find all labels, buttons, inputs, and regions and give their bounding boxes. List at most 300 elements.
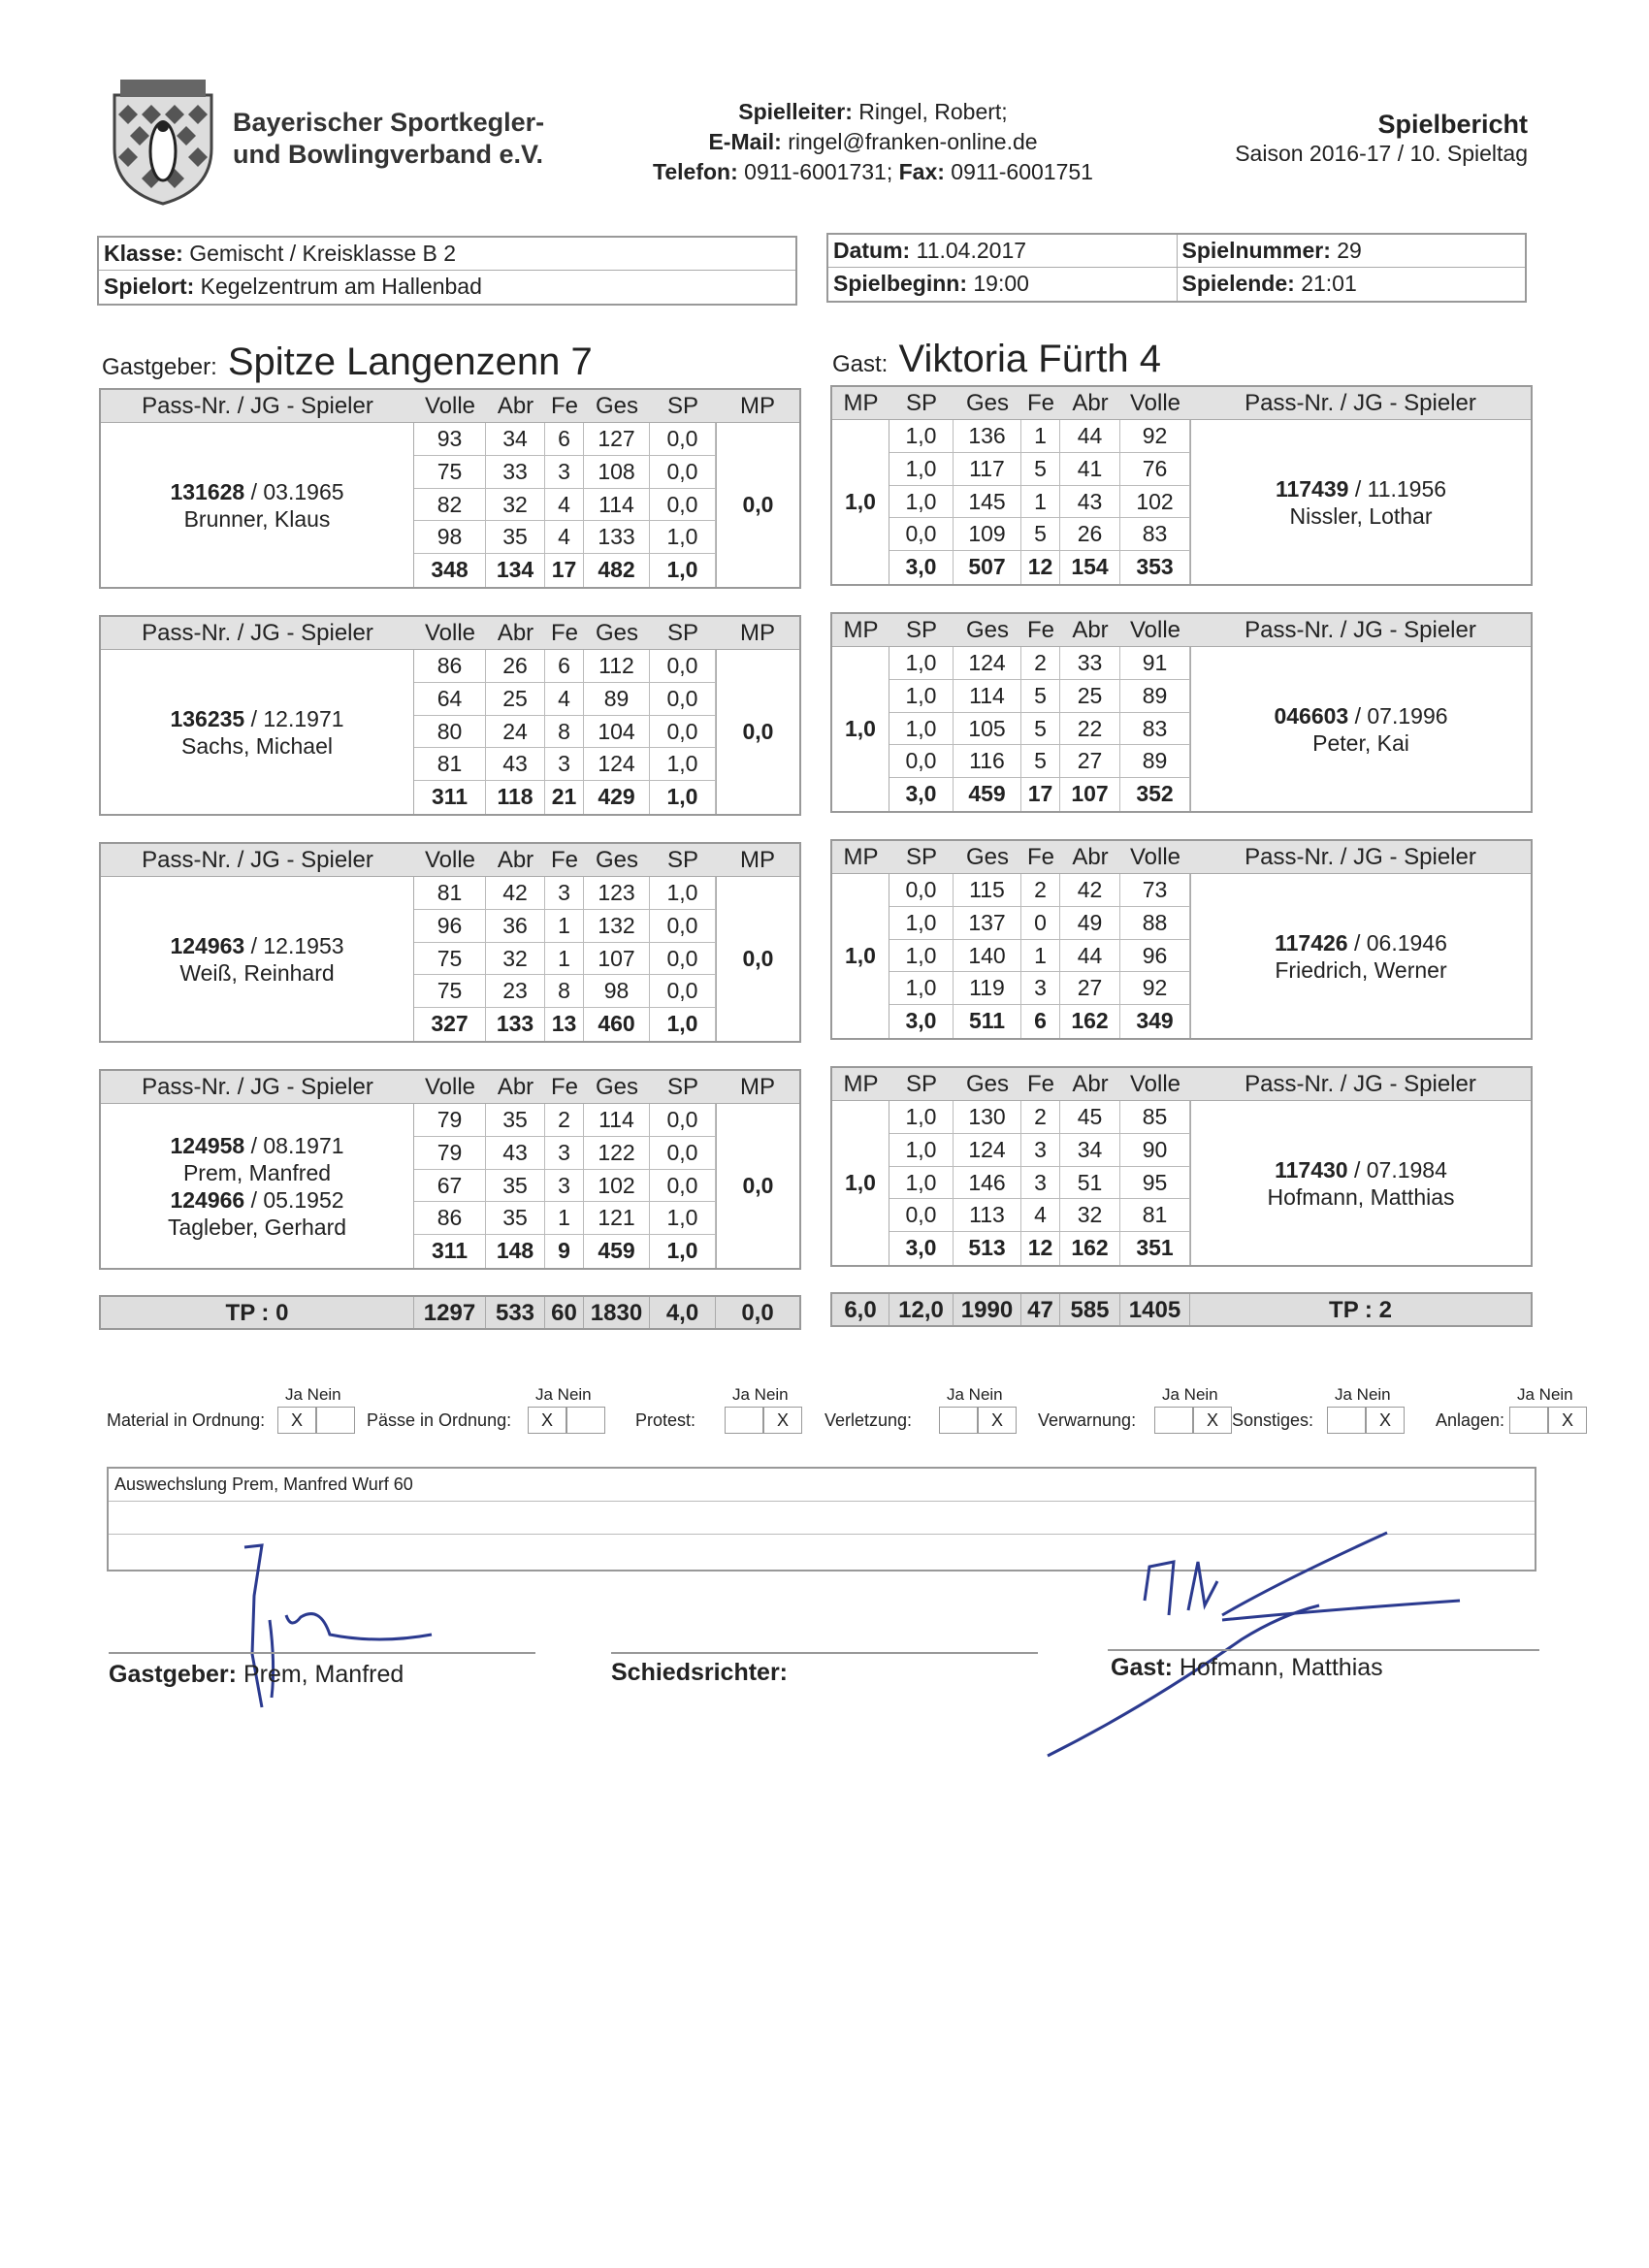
score-cell: 0,0 xyxy=(650,1137,716,1169)
home-tp: TP : 0 xyxy=(101,1297,414,1328)
guest-lane-row xyxy=(889,680,1190,713)
game-director-info xyxy=(601,97,1145,187)
home-block-sum-row xyxy=(414,781,716,814)
score-cell: 0,0 xyxy=(650,1104,716,1136)
col-mp: MP xyxy=(843,390,879,416)
score-cell: 44 xyxy=(1060,940,1120,972)
pass-number: 131628 xyxy=(170,478,245,504)
score-cell: 34 xyxy=(1060,1134,1120,1166)
check-ja-box[interactable]: X xyxy=(528,1407,566,1434)
score-cell: 105 xyxy=(954,713,1021,745)
score-cell: 22 xyxy=(1060,713,1120,745)
score-cell: 513 xyxy=(954,1232,1021,1265)
check-boxes xyxy=(1154,1407,1232,1434)
score-cell: 154 xyxy=(1060,551,1120,584)
score-cell: 3 xyxy=(1021,972,1060,1004)
check-label: Verwarnung: xyxy=(1038,1410,1137,1430)
guest-team-name: Viktoria Fürth 4 xyxy=(898,338,1161,380)
federation-name-line2: und Bowlingverband e.V. xyxy=(233,140,544,169)
score-cell: 64 xyxy=(414,683,486,715)
col-mp: MP xyxy=(843,844,879,870)
col-player: Pass-Nr. / JG - Spieler xyxy=(142,393,373,419)
check-boxes xyxy=(1509,1407,1587,1434)
score-cell: 43 xyxy=(486,748,545,780)
col-player: Pass-Nr. / JG - Spieler xyxy=(1245,617,1476,643)
birth-date: / 05.1952 xyxy=(250,1186,344,1213)
col-mp: MP xyxy=(740,847,775,873)
score-cell: 3 xyxy=(1021,1167,1060,1199)
score-cell: 82 xyxy=(414,489,486,521)
federation-name-line1: Bayerischer Sportkegler- xyxy=(233,108,545,137)
guest-lane-row xyxy=(889,1167,1190,1200)
guest-signature-line xyxy=(1108,1649,1539,1651)
check-label: Sonstiges: xyxy=(1232,1410,1314,1430)
pass-number: 136235 xyxy=(170,705,245,731)
home-totals-row xyxy=(99,1295,801,1330)
guest-player-cell xyxy=(1190,874,1531,1038)
pass-number: 117439 xyxy=(1275,475,1349,502)
player-name: Brunner, Klaus xyxy=(183,505,331,532)
score-cell: 511 xyxy=(954,1005,1021,1038)
score-cell: 81 xyxy=(414,877,486,909)
score-cell: 3 xyxy=(545,748,584,780)
birth-date: / 12.1953 xyxy=(250,932,344,958)
score-cell: 17 xyxy=(1021,778,1060,811)
home-lane-row xyxy=(414,975,716,1008)
score-cell: 0,0 xyxy=(650,716,716,748)
check-nein-box[interactable] xyxy=(316,1407,355,1434)
check-ja-box[interactable] xyxy=(939,1407,978,1434)
score-cell: 92 xyxy=(1120,972,1190,1004)
score-cell: 107 xyxy=(1060,778,1120,811)
col-mp: MP xyxy=(740,620,775,646)
score-cell: 311 xyxy=(414,781,486,814)
score-cell: 4 xyxy=(545,521,584,553)
home-lane-row xyxy=(414,456,716,489)
score-cell: 1 xyxy=(545,943,584,975)
guest-block-sum-row xyxy=(889,1005,1190,1038)
score-cell: 1,0 xyxy=(650,1202,716,1234)
checklist-row xyxy=(107,1385,1573,1453)
guest-team-title xyxy=(832,337,1161,387)
score-cell: 26 xyxy=(486,650,545,682)
col-sp: SP xyxy=(666,620,698,646)
guest-total-abr: 585 xyxy=(1060,1294,1120,1325)
guest-sign-role: Gast: xyxy=(1111,1654,1173,1681)
home-block-sum-row xyxy=(414,1235,716,1268)
score-cell: 4 xyxy=(545,489,584,521)
home-player-block xyxy=(99,842,801,1043)
home-player-cell xyxy=(101,650,414,814)
score-cell: 115 xyxy=(954,874,1021,906)
check-label: Pässe in Ordnung: xyxy=(367,1410,512,1430)
col-fe: Fe xyxy=(1026,844,1054,870)
check-nein-box[interactable]: X xyxy=(1366,1407,1405,1434)
referee-signature-line xyxy=(611,1652,1038,1654)
check-label: Anlagen: xyxy=(1436,1410,1505,1430)
col-mp: MP xyxy=(843,617,879,643)
score-cell: 86 xyxy=(414,650,486,682)
guest-block-body xyxy=(832,1101,1531,1265)
check-ja-box[interactable] xyxy=(1327,1407,1366,1434)
score-cell: 1 xyxy=(1021,940,1060,972)
col-fe: Fe xyxy=(550,393,578,419)
guest-block-header xyxy=(832,841,1531,874)
score-cell: 1,0 xyxy=(889,1167,954,1199)
score-cell: 1,0 xyxy=(650,554,716,587)
score-cell: 117 xyxy=(954,453,1021,485)
check-ja-box[interactable] xyxy=(725,1407,763,1434)
score-cell: 4 xyxy=(545,683,584,715)
score-cell: 86 xyxy=(414,1202,486,1234)
leiter-value: Ringel, Robert; xyxy=(858,99,1008,124)
score-cell: 1,0 xyxy=(650,1235,716,1268)
score-cell: 1,0 xyxy=(889,1101,954,1133)
home-sign-role: Gastgeber: xyxy=(109,1661,237,1688)
col-volle: Volle xyxy=(1129,844,1181,870)
check-boxes xyxy=(1327,1407,1405,1434)
score-cell: 507 xyxy=(954,551,1021,584)
check-nein-box[interactable]: X xyxy=(763,1407,802,1434)
score-cell: 3 xyxy=(545,877,584,909)
col-ges: Ges xyxy=(965,1071,1009,1097)
score-cell: 5 xyxy=(1021,453,1060,485)
col-volle: Volle xyxy=(424,620,476,646)
home-scores xyxy=(414,1104,716,1268)
score-cell: 130 xyxy=(954,1101,1021,1133)
check-nein-box[interactable]: X xyxy=(1548,1407,1587,1434)
score-cell: 41 xyxy=(1060,453,1120,485)
home-total-volle: 1297 xyxy=(414,1297,486,1328)
score-cell: 3 xyxy=(545,456,584,488)
guest-lane-row xyxy=(889,486,1190,519)
col-fe: Fe xyxy=(550,1074,578,1100)
referee-signature-label xyxy=(611,1659,788,1687)
score-cell: 83 xyxy=(1120,713,1190,745)
guest-signature-label xyxy=(1111,1654,1383,1682)
guest-lane-row xyxy=(889,972,1190,1005)
score-cell: 49 xyxy=(1060,907,1120,939)
score-cell: 1 xyxy=(1021,486,1060,518)
score-cell: 140 xyxy=(954,940,1021,972)
klasse-label: Klasse: xyxy=(104,241,183,266)
score-cell: 42 xyxy=(1060,874,1120,906)
score-cell: 1,0 xyxy=(889,713,954,745)
score-cell: 1 xyxy=(545,910,584,942)
home-block-header xyxy=(101,390,799,423)
guest-block-mp: 1,0 xyxy=(832,420,889,584)
check-boxes xyxy=(277,1407,355,1434)
home-team-name: Spitze Langenzenn 7 xyxy=(227,340,593,383)
score-cell: 2 xyxy=(1021,1101,1060,1133)
score-cell: 148 xyxy=(486,1235,545,1268)
score-cell: 5 xyxy=(1021,745,1060,777)
score-cell: 0,0 xyxy=(889,518,954,550)
spielort-label: Spielort: xyxy=(104,274,195,299)
home-signature-label xyxy=(109,1661,404,1689)
score-cell: 35 xyxy=(486,1104,545,1136)
score-cell: 75 xyxy=(414,456,486,488)
score-cell: 24 xyxy=(486,716,545,748)
guest-player-block xyxy=(830,1066,1533,1267)
score-cell: 146 xyxy=(954,1167,1021,1199)
col-ges: Ges xyxy=(965,390,1009,416)
home-block-mp: 0,0 xyxy=(716,423,799,587)
home-lane-row xyxy=(414,716,716,749)
guest-lane-row xyxy=(889,713,1190,746)
score-cell: 27 xyxy=(1060,972,1120,1004)
score-cell: 114 xyxy=(954,680,1021,712)
score-cell: 0,0 xyxy=(650,1170,716,1202)
player-name: Weiß, Reinhard xyxy=(179,959,335,986)
guest-block-header xyxy=(832,614,1531,647)
score-cell: 45 xyxy=(1060,1101,1120,1133)
guest-total-fe: 47 xyxy=(1021,1294,1060,1325)
score-cell: 92 xyxy=(1120,420,1190,452)
col-sp: SP xyxy=(905,844,937,870)
score-cell: 327 xyxy=(414,1008,486,1041)
guest-total-volle: 1405 xyxy=(1120,1294,1190,1325)
score-cell: 127 xyxy=(584,423,650,455)
home-player-id xyxy=(170,1132,343,1159)
score-cell: 34 xyxy=(486,423,545,455)
player-name: Hofmann, Matthias xyxy=(1267,1183,1455,1210)
score-cell: 8 xyxy=(545,975,584,1007)
score-cell: 132 xyxy=(584,910,650,942)
birth-date: / 06.1946 xyxy=(1353,929,1447,956)
datum-label: Datum: xyxy=(833,238,911,263)
guest-player-id xyxy=(1276,475,1446,502)
score-cell: 1,0 xyxy=(650,521,716,553)
ja-nein-header: Ja Nein xyxy=(1162,1385,1218,1404)
check-nein-box[interactable] xyxy=(566,1407,605,1434)
home-block-body xyxy=(101,877,799,1041)
home-block-sum-row xyxy=(414,1008,716,1041)
score-cell: 1 xyxy=(1021,420,1060,452)
guest-player-id xyxy=(1275,929,1447,956)
ja-nein-header: Ja Nein xyxy=(535,1385,592,1404)
score-cell: 0,0 xyxy=(889,745,954,777)
col-ges: Ges xyxy=(595,620,638,646)
col-abr: Abr xyxy=(497,847,534,873)
score-cell: 0,0 xyxy=(889,1199,954,1231)
score-cell: 0,0 xyxy=(650,975,716,1007)
score-cell: 5 xyxy=(1021,518,1060,550)
guest-block-sum-row xyxy=(889,551,1190,584)
check-ja-box[interactable] xyxy=(1509,1407,1548,1434)
score-cell: 33 xyxy=(1060,647,1120,679)
score-cell: 134 xyxy=(486,554,545,587)
home-scores xyxy=(414,877,716,1041)
col-volle: Volle xyxy=(424,1074,476,1100)
check-ja-box[interactable] xyxy=(1154,1407,1193,1434)
report-title: Spielbericht xyxy=(1377,110,1528,139)
ja-nein-header: Ja Nein xyxy=(947,1385,1003,1404)
check-ja-box[interactable]: X xyxy=(277,1407,316,1434)
home-player-cell xyxy=(101,1104,414,1268)
score-cell: 0,0 xyxy=(650,650,716,682)
home-lane-row xyxy=(414,489,716,522)
col-abr: Abr xyxy=(1072,844,1109,870)
home-team-label: Gastgeber: xyxy=(102,354,217,380)
score-cell: 114 xyxy=(584,489,650,521)
score-cell: 137 xyxy=(954,907,1021,939)
score-cell: 429 xyxy=(584,781,650,814)
score-cell: 123 xyxy=(584,877,650,909)
federation-name xyxy=(233,107,544,171)
check-boxes xyxy=(939,1407,1017,1434)
score-cell: 348 xyxy=(414,554,486,587)
score-cell: 124 xyxy=(954,1134,1021,1166)
score-cell: 145 xyxy=(954,486,1021,518)
score-cell: 98 xyxy=(584,975,650,1007)
check-nein-box[interactable]: X xyxy=(978,1407,1017,1434)
ja-nein-header: Ja Nein xyxy=(1517,1385,1573,1404)
guest-total-ges: 1990 xyxy=(954,1294,1021,1325)
player-name: Friedrich, Werner xyxy=(1275,956,1447,983)
score-cell: 26 xyxy=(1060,518,1120,550)
score-cell: 90 xyxy=(1120,1134,1190,1166)
guest-block-body xyxy=(832,420,1531,584)
score-cell: 44 xyxy=(1060,420,1120,452)
guest-block-header xyxy=(832,1068,1531,1101)
score-cell: 35 xyxy=(486,521,545,553)
score-cell: 33 xyxy=(486,456,545,488)
score-cell: 13 xyxy=(545,1008,584,1041)
score-cell: 43 xyxy=(1060,486,1120,518)
score-cell: 51 xyxy=(1060,1167,1120,1199)
pass-number: 124958 xyxy=(170,1132,245,1158)
home-total-mp: 0,0 xyxy=(741,1300,774,1326)
guest-scores xyxy=(889,1101,1190,1265)
guest-total-mp: 6,0 xyxy=(832,1294,889,1325)
score-cell: 76 xyxy=(1120,453,1190,485)
guest-scores xyxy=(889,420,1190,584)
guest-block-body xyxy=(832,647,1531,811)
score-cell: 25 xyxy=(1060,680,1120,712)
score-cell: 6 xyxy=(545,423,584,455)
referee-sign-role: Schiedsrichter: xyxy=(611,1659,789,1686)
guest-block-body xyxy=(832,874,1531,1038)
home-total-abr: 533 xyxy=(486,1297,545,1328)
check-boxes xyxy=(725,1407,802,1434)
score-cell: 0,0 xyxy=(650,910,716,942)
score-cell: 67 xyxy=(414,1170,486,1202)
score-cell: 133 xyxy=(584,521,650,553)
spielende-label: Spielende: xyxy=(1181,271,1295,296)
guest-team-label: Gast: xyxy=(832,351,889,377)
score-cell: 93 xyxy=(414,423,486,455)
birth-date: / 12.1971 xyxy=(250,705,344,731)
score-cell: 459 xyxy=(584,1235,650,1268)
check-label: Protest: xyxy=(635,1410,696,1430)
birth-date: / 03.1965 xyxy=(250,478,344,504)
guest-scores xyxy=(889,874,1190,1038)
birth-date: / 11.1956 xyxy=(1354,475,1447,502)
col-abr: Abr xyxy=(497,620,534,646)
col-abr: Abr xyxy=(1072,1071,1109,1097)
score-cell: 5 xyxy=(1021,680,1060,712)
score-cell: 162 xyxy=(1060,1005,1120,1038)
guest-lane-row xyxy=(889,940,1190,973)
score-cell: 98 xyxy=(414,521,486,553)
home-total-sp: 4,0 xyxy=(650,1297,716,1328)
score-cell: 1,0 xyxy=(889,486,954,518)
guest-player-id xyxy=(1274,702,1447,729)
score-cell: 9 xyxy=(545,1235,584,1268)
col-player: Pass-Nr. / JG - Spieler xyxy=(142,620,373,646)
score-cell: 35 xyxy=(486,1202,545,1234)
col-fe: Fe xyxy=(1026,1071,1054,1097)
col-volle: Volle xyxy=(1129,390,1181,416)
col-fe: Fe xyxy=(550,620,578,646)
score-cell: 1,0 xyxy=(889,907,954,939)
check-label: Material in Ordnung: xyxy=(107,1410,266,1430)
spielnummer-value: 29 xyxy=(1337,238,1362,263)
home-player-id xyxy=(170,932,343,959)
col-fe: Fe xyxy=(1026,390,1054,416)
home-player-block xyxy=(99,388,801,589)
telefon-value: 0911-6001731; xyxy=(744,159,893,184)
score-cell: 75 xyxy=(414,975,486,1007)
col-volle: Volle xyxy=(424,393,476,419)
score-cell: 32 xyxy=(486,943,545,975)
match-time-box xyxy=(826,233,1527,303)
spielbeginn-label: Spielbeginn: xyxy=(833,271,967,296)
score-cell: 21 xyxy=(545,781,584,814)
guest-totals-row xyxy=(830,1292,1533,1327)
home-player-id xyxy=(170,478,343,505)
score-cell: 79 xyxy=(414,1104,486,1136)
score-cell: 113 xyxy=(954,1199,1021,1231)
score-cell: 85 xyxy=(1120,1101,1190,1133)
home-player-cell xyxy=(101,877,414,1041)
score-cell: 6 xyxy=(545,650,584,682)
home-total-fe: 60 xyxy=(545,1297,584,1328)
score-cell: 104 xyxy=(584,716,650,748)
guest-block-sum-row xyxy=(889,1232,1190,1265)
guest-block-mp: 1,0 xyxy=(832,647,889,811)
col-player: Pass-Nr. / JG - Spieler xyxy=(142,847,373,873)
federation-logo xyxy=(109,76,217,207)
spielnummer-label: Spielnummer: xyxy=(1181,238,1331,263)
score-cell: 81 xyxy=(1120,1199,1190,1231)
guest-block-sum-row xyxy=(889,778,1190,811)
season-label: Saison 2016-17 / 10. Spieltag xyxy=(1235,141,1528,166)
guest-signature xyxy=(1028,1523,1465,1766)
score-cell: 0,0 xyxy=(650,683,716,715)
guest-player-cell xyxy=(1190,647,1531,811)
col-ges: Ges xyxy=(595,1074,638,1100)
check-nein-box[interactable]: X xyxy=(1193,1407,1232,1434)
home-block-body xyxy=(101,1104,799,1268)
player-name: Prem, Manfred xyxy=(182,1159,332,1185)
guest-lane-row xyxy=(889,518,1190,551)
guest-player-block xyxy=(830,385,1533,586)
check-boxes xyxy=(528,1407,605,1434)
home-block-sum-row xyxy=(414,554,716,587)
score-cell: 353 xyxy=(1120,551,1190,584)
score-cell: 124 xyxy=(584,748,650,780)
match-info-box xyxy=(97,236,797,306)
score-cell: 460 xyxy=(584,1008,650,1041)
guest-block-header xyxy=(832,387,1531,420)
score-cell: 3 xyxy=(545,1137,584,1169)
player-name: Tagleber, Gerhard xyxy=(167,1214,347,1240)
score-cell: 1,0 xyxy=(889,647,954,679)
score-cell: 0,0 xyxy=(650,423,716,455)
score-cell: 4 xyxy=(1021,1199,1060,1231)
